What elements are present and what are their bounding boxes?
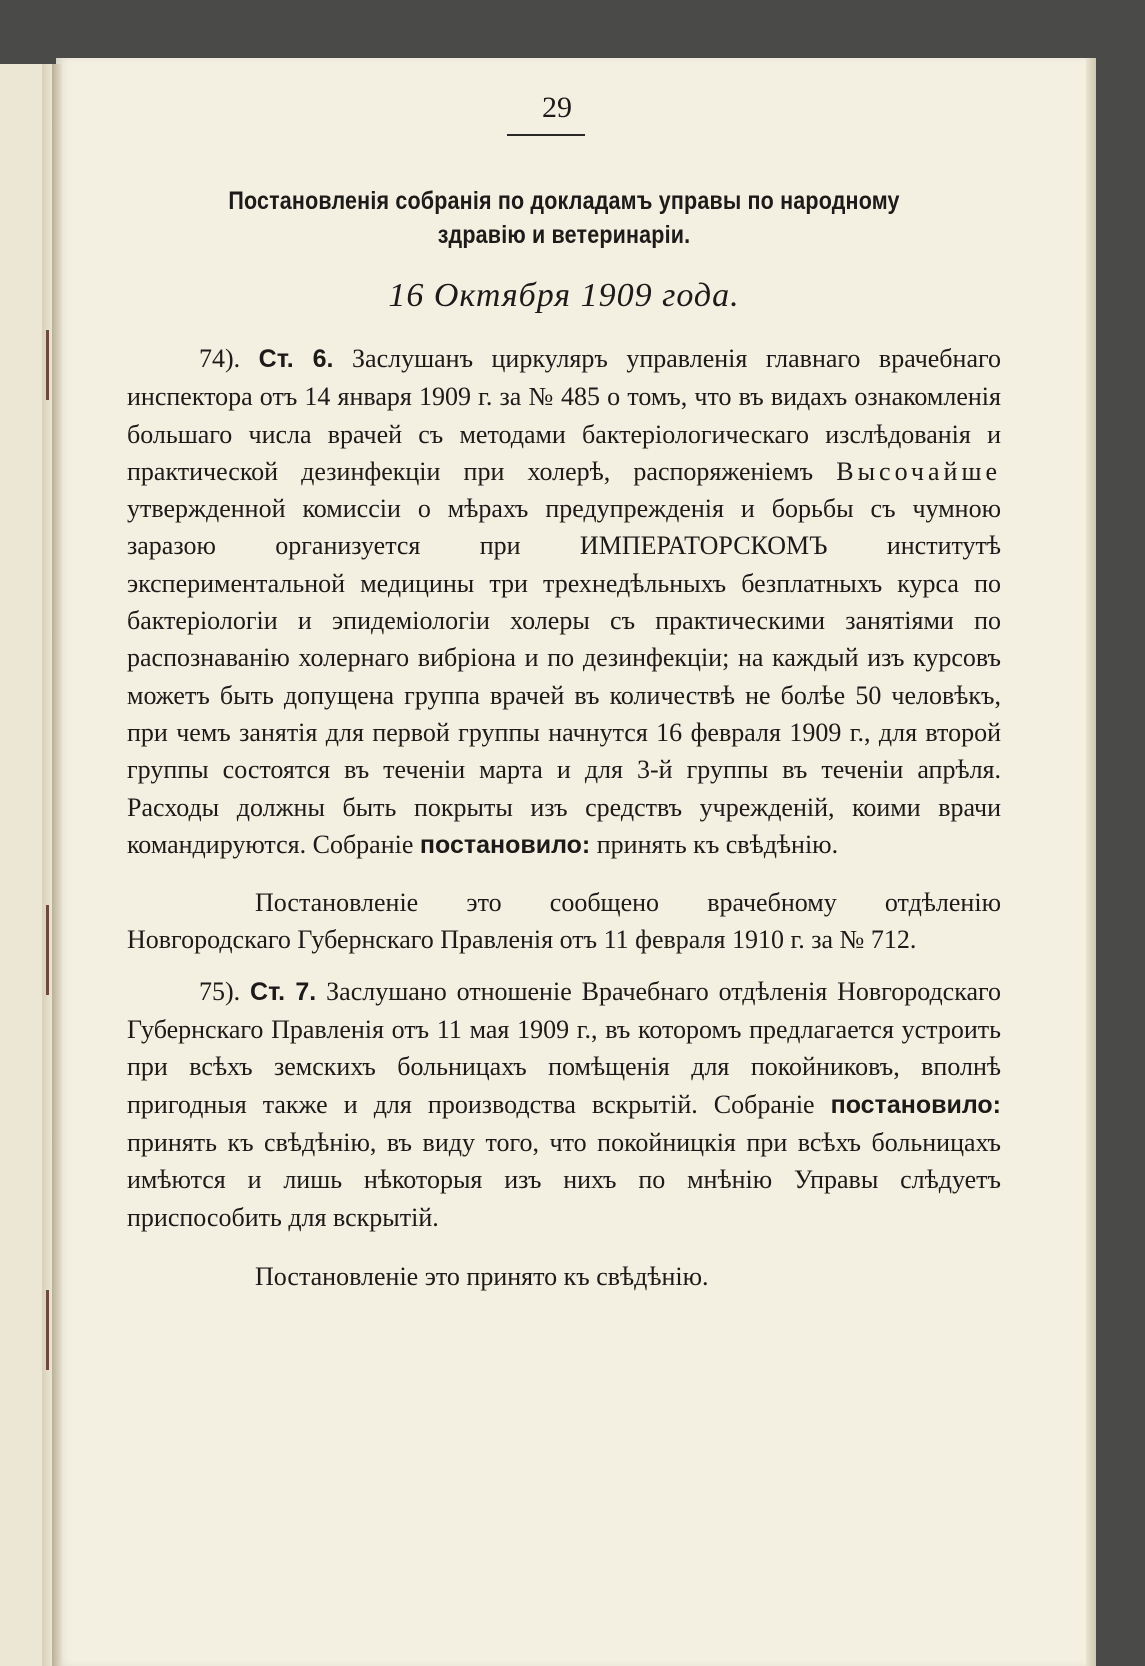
item-75-article: Ст. 7.: [250, 977, 317, 1006]
item-75-text-a: Заслушано отношеніе Врачебнаго отдѣленія Новгородскаго Губернскаго Правленія отъ 11 мая 1909 г., въ которомъ предлагается устроить при всѣхъ земскихъ больницахъ помѣщенія для покойниковъ, вполнѣ пригодныя также и для производства вскрытій. Собраніе: [127, 976, 1002, 1119]
binding-stitch: [46, 330, 49, 400]
heading-line-2: здравію и ветеринаріи.: [437, 221, 691, 249]
item-74-emphasis: Высочайше: [836, 456, 1002, 486]
item-74-resolution: постановило:: [419, 830, 591, 859]
page-content: [127, 88, 1001, 1295]
item-75-resolution: постановило:: [830, 1090, 1001, 1119]
item-74-note: Постановленіе это сообщено врачебному отдѣленію Новгородскаго Губернскаго Правленія отъ 11 февраля 1910 г. за № 712.: [127, 888, 1001, 955]
binding-stitch: [46, 1290, 49, 1370]
item-75-text-b: принять къ свѣдѣнію, въ виду того, что покойницкія при всѣхъ больницахъ имѣются и лишь нѣкоторыя изъ нихъ по мнѣнію Управы слѣдуетъ приспособить для вскрытій.: [127, 1127, 1001, 1232]
heading-line-1: Постановленія собранія по докладамъ управы по народному: [228, 187, 900, 215]
session-date: 16 Октября 1909 года.: [388, 277, 740, 314]
item-74-text-b: утвержденной комиссіи о мѣрахъ предупрежденія и борьбы съ чумною заразою организуется при ИМПЕРАТОРСКОМЪ институтѣ экспериментальной медицины три трехнедѣльныхъ безплатныхъ курса по бактеріологіи и эпидеміологіи холеры съ практическими занятіями по распознаванію холернаго вибріона и по дезинфекціи; на каждый изъ курсовъ можетъ быть допущена группа врачей въ количествѣ не болѣе 50 человѣкъ, при чемъ занятія для первой группы начнутся 16 февраля 1909 г., для второй группы состоятся въ теченіи марта и для 3-й группы въ теченіи апрѣля. Расходы должны быть покрыты изъ средствъ учрежденій, коими врачи командируются. Собраніе: [127, 494, 1001, 859]
item-74-text-c: принять къ свѣдѣнію.: [596, 829, 839, 859]
item-74-text-a: Заслушанъ циркуляръ управленія главнаго врачебнаго инспектора отъ 14 января 1909 г. за № 485 о томъ, что въ видахъ ознакомленія большаго числа врачей съ методами бактеріологическаго изслѣдованія и практической дезинфекціи при холерѣ, распоряженіемъ: [127, 344, 1002, 486]
item-74-number: 74).: [199, 344, 241, 373]
page-edge: [1086, 58, 1096, 1666]
item-75: [127, 973, 1001, 1236]
page-gutter: [52, 64, 62, 1666]
item-74-article: Ст. 6.: [258, 345, 334, 373]
item-74: [127, 340, 1001, 864]
page-number: 29: [542, 91, 572, 124]
binding-stitch: [46, 905, 49, 995]
page-number-rule: [507, 134, 585, 136]
item-75-number: 75).: [199, 976, 241, 1006]
section-heading: [188, 184, 940, 252]
item-75-note: Постановленіе это принято къ свѣдѣнію.: [255, 1261, 709, 1291]
